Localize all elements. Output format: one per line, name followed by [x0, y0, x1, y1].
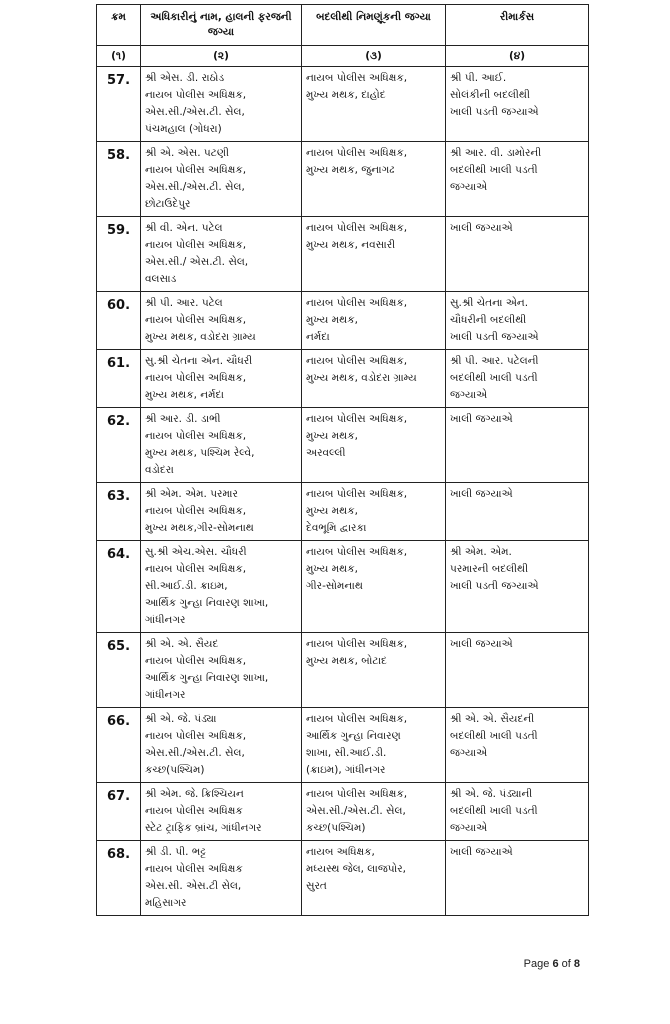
posting-cell	[302, 350, 446, 408]
posting-cell	[302, 408, 446, 483]
officer-line: શ્રી આર. ડી. ડાભી	[145, 413, 221, 425]
posting-line: અરવલ્લી	[306, 447, 346, 459]
remarks-line: બદલીથી ખાલી પડતી	[450, 805, 538, 817]
posting-line: મુખ્ય મથક,	[306, 563, 358, 575]
posting-line: નર્મદા	[306, 331, 330, 343]
table-row	[97, 67, 589, 142]
remarks-line: શ્રી પી. આર. પટેલની	[450, 355, 539, 367]
remarks-line: ખાલી જગ્યાએ	[450, 846, 513, 858]
posting-cell	[302, 633, 446, 708]
posting-cell	[302, 841, 446, 916]
officer-line: કચ્છ(પશ્ચિમ)	[145, 764, 205, 776]
officer-line: નાયબ પોલીસ અધિક્ષક,	[145, 730, 247, 742]
officer-line: શ્રી પી. આર. પટેલ	[145, 297, 223, 309]
of-word: of	[561, 958, 571, 970]
officer-line: શ્રી એસ. ડી. રાઠોડ	[145, 72, 225, 84]
serial-number: 66.	[97, 708, 141, 783]
officer-line: શ્રી એ. જે. પંડ્યા	[145, 713, 217, 725]
page-total: 8	[573, 958, 580, 970]
table-row	[97, 841, 589, 916]
officer-line: સી.આઈ.ડી. ક્રાઇમ,	[145, 580, 228, 592]
header-serial: ક્રમ	[97, 5, 141, 46]
remarks-cell	[446, 633, 589, 708]
posting-line: નાયબ પોલીસ અધિક્ષક,	[306, 413, 408, 425]
remarks-cell	[446, 708, 589, 783]
remarks-line: જગ્યાએ	[450, 822, 488, 834]
header-officer: અધિકારીનું નામ, હાલની ફરજની જગ્યા	[141, 5, 302, 46]
officer-line: નાયબ પોલીસ અધિક્ષક,	[145, 239, 247, 251]
header-posting: બદલીથી નિમણૂંકની જગ્યા	[302, 5, 446, 46]
table-row	[97, 708, 589, 783]
remarks-cell	[446, 841, 589, 916]
officer-line: નાયબ પોલીસ અધિક્ષક,	[145, 563, 247, 575]
officer-line: વડોદરા	[145, 464, 174, 476]
posting-line: મધ્યસ્થ જેલ, લાજપોર,	[306, 863, 406, 875]
remarks-line: ખાલી પડતી જગ્યાએ	[450, 580, 539, 592]
posting-line: દેવભૂમિ દ્વારકા	[306, 522, 367, 534]
officer-line: ગાંધીનગર	[145, 689, 186, 701]
remarks-line: શ્રી એમ. એમ.	[450, 546, 512, 558]
serial-number: 58.	[97, 142, 141, 217]
remarks-line: પરમારની બદલીથી	[450, 563, 529, 575]
officer-line: મુખ્ય મથક,ગીર-સોમનાથ	[145, 522, 254, 534]
posting-line: નાયબ પોલીસ અધિક્ષક,	[306, 788, 408, 800]
remarks-cell	[446, 483, 589, 541]
posting-line: નાયબ અધિક્ષક,	[306, 846, 375, 858]
posting-line: કચ્છ(પશ્ચિમ)	[306, 822, 366, 834]
officer-cell	[141, 633, 302, 708]
posting-line: મુખ્ય મથક, નવસારી	[306, 239, 396, 251]
table-row	[97, 633, 589, 708]
remarks-line: ખાલી પડતી જગ્યાએ	[450, 331, 539, 343]
col-number: (૨)	[141, 46, 302, 67]
posting-cell	[302, 541, 446, 633]
remarks-line: ખાલી જગ્યાએ	[450, 222, 513, 234]
posting-cell	[302, 142, 446, 217]
serial-number: 68.	[97, 841, 141, 916]
officer-line: શ્રી એ. એ. સૈયદ	[145, 638, 219, 650]
officer-line: શ્રી એમ. એમ. પરમાર	[145, 488, 238, 500]
officer-line: મુખ્ય મથક, પશ્ચિમ રેલ્વે,	[145, 447, 255, 459]
remarks-line: શ્રી આર. વી. ડામોરની	[450, 147, 542, 159]
officer-line: મુખ્ય મથક, વડોદરા ગ્રામ્ય	[145, 331, 256, 343]
header-remarks: રીમાર્કસ	[446, 5, 589, 46]
serial-number: 63.	[97, 483, 141, 541]
remarks-line: ખાલી પડતી જગ્યાએ	[450, 106, 539, 118]
officer-line: મુખ્ય મથક, નર્મદા	[145, 389, 224, 401]
header-row	[97, 5, 589, 46]
officer-cell	[141, 67, 302, 142]
posting-cell	[302, 217, 446, 292]
posting-line: મુખ્ય મથક, દાહોદ	[306, 89, 386, 101]
remarks-line: ચૌધરીની બદલીથી	[450, 314, 527, 326]
officer-cell	[141, 142, 302, 217]
officer-line: પંચમહાલ (ગોધરા)	[145, 123, 222, 135]
officer-cell	[141, 350, 302, 408]
posting-line: નાયબ પોલીસ અધિક્ષક,	[306, 222, 408, 234]
posting-line: નાયબ પોલીસ અધિક્ષક,	[306, 355, 408, 367]
officer-line: સુ.શ્રી ચેતના એન. ચૌધરી	[145, 355, 253, 367]
column-number-row	[97, 46, 589, 67]
remarks-line: ખાલી જગ્યાએ	[450, 413, 513, 425]
posting-cell	[302, 292, 446, 350]
table-row	[97, 783, 589, 841]
remarks-line: સોલંકીની બદલીથી	[450, 89, 530, 101]
officer-line: એસ.સી./એસ.ટી. સેલ,	[145, 181, 245, 193]
page-word: Page	[523, 958, 550, 970]
table-row	[97, 142, 589, 217]
remarks-cell	[446, 142, 589, 217]
remarks-line: જગ્યાએ	[450, 389, 488, 401]
serial-number: 67.	[97, 783, 141, 841]
table-row	[97, 292, 589, 350]
remarks-cell	[446, 783, 589, 841]
posting-line: ગીર-સોમનાથ	[306, 580, 363, 592]
col-number: (૧)	[97, 46, 141, 67]
posting-line: મુખ્ય મથક,	[306, 314, 358, 326]
posting-line: મુખ્ય મથક, વડોદરા ગ્રામ્ય	[306, 372, 417, 384]
posting-line: નાયબ પોલીસ અધિક્ષક,	[306, 147, 408, 159]
remarks-line: શ્રી એ. એ. સૈયદની	[450, 713, 535, 725]
officer-line: નાયબ પોલીસ અધિક્ષક,	[145, 314, 247, 326]
remarks-cell	[446, 541, 589, 633]
remarks-line: જગ્યાએ	[450, 747, 488, 759]
remarks-line: બદલીથી ખાલી પડતી	[450, 164, 538, 176]
col-number: (૩)	[302, 46, 446, 67]
posting-line: એસ.સી./એસ.ટી. સેલ,	[306, 805, 406, 817]
posting-line: મુખ્ય મથક, બોટાદ	[306, 655, 387, 667]
officer-line: આર્થિક ગુન્હા નિવારણ શાખા,	[145, 672, 269, 684]
officer-cell	[141, 708, 302, 783]
posting-line: (ક્રાઇમ), ગાંધીનગર	[306, 764, 386, 776]
serial-number: 64.	[97, 541, 141, 633]
officer-line: નાયબ પોલીસ અધિક્ષક,	[145, 430, 247, 442]
remarks-line: ખાલી જગ્યાએ	[450, 638, 513, 650]
remarks-line: સુ.શ્રી ચેતના એન.	[450, 297, 529, 309]
posting-cell	[302, 783, 446, 841]
officer-line: શ્રી વી. એન. પટેલ	[145, 222, 223, 234]
serial-number: 61.	[97, 350, 141, 408]
officer-line: છોટાઉદેપુર	[145, 198, 191, 210]
posting-cell	[302, 708, 446, 783]
remarks-cell	[446, 217, 589, 292]
officer-line: નાયબ પોલીસ અધિક્ષક,	[145, 164, 247, 176]
remarks-line: બદલીથી ખાલી પડતી	[450, 372, 538, 384]
officer-cell	[141, 217, 302, 292]
officer-cell	[141, 292, 302, 350]
officer-line: આર્થિક ગુન્હા નિવારણ શાખા,	[145, 597, 269, 609]
officer-line: શ્રી એ. એસ. પટણી	[145, 147, 229, 159]
remarks-cell	[446, 292, 589, 350]
posting-line: નાયબ પોલીસ અધિક્ષક,	[306, 72, 408, 84]
remarks-line: જગ્યાએ	[450, 181, 488, 193]
officer-cell	[141, 483, 302, 541]
officer-cell	[141, 783, 302, 841]
remarks-cell	[446, 350, 589, 408]
officer-line: એસ.સી./એસ.ટી. સેલ,	[145, 747, 245, 759]
table-row	[97, 483, 589, 541]
officer-line: ગાંધીનગર	[145, 614, 186, 626]
remarks-cell	[446, 408, 589, 483]
posting-line: સુરત	[306, 880, 327, 892]
posting-line: શાખા, સી.આઈ.ડી.	[306, 747, 387, 759]
officer-cell	[141, 841, 302, 916]
serial-number: 60.	[97, 292, 141, 350]
officer-line: મહિસાગર	[145, 897, 187, 909]
remarks-line: ખાલી જગ્યાએ	[450, 488, 513, 500]
table-row	[97, 350, 589, 408]
col-number: (૪)	[446, 46, 589, 67]
serial-number: 65.	[97, 633, 141, 708]
officer-line: નાયબ પોલીસ અધિક્ષક,	[145, 372, 247, 384]
remarks-line: બદલીથી ખાલી પડતી	[450, 730, 538, 742]
posting-line: નાયબ પોલીસ અધિક્ષક,	[306, 638, 408, 650]
officer-cell	[141, 541, 302, 633]
remarks-line: શ્રી એ. જે. પંડ્યાની	[450, 788, 533, 800]
remarks-line: શ્રી પી. આઈ.	[450, 72, 507, 84]
remarks-cell	[446, 67, 589, 142]
page-footer	[524, 958, 580, 970]
serial-number: 57.	[97, 67, 141, 142]
posting-cell	[302, 67, 446, 142]
officer-line: નાયબ પોલીસ અધિક્ષક	[145, 805, 243, 817]
serial-number: 62.	[97, 408, 141, 483]
officer-line: નાયબ પોલીસ અધિક્ષક,	[145, 505, 247, 517]
posting-line: નાયબ પોલીસ અધિક્ષક,	[306, 488, 408, 500]
officer-line: નાયબ પોલીસ અધિક્ષક,	[145, 89, 247, 101]
page-number: 6	[552, 958, 559, 970]
officer-line: નાયબ પોલીસ અધિક્ષક,	[145, 655, 247, 667]
officer-line: સુ.શ્રી એચ.એસ. ચૌધરી	[145, 546, 247, 558]
posting-line: મુખ્ય મથક,	[306, 505, 358, 517]
table-row	[97, 217, 589, 292]
posting-line: મુખ્ય મથક,	[306, 430, 358, 442]
officer-line: એસ.સી./ એસ.ટી. સેલ,	[145, 256, 249, 268]
officer-line: એસ.સી./એસ.ટી. સેલ,	[145, 106, 245, 118]
posting-line: નાયબ પોલીસ અધિક્ષક,	[306, 297, 408, 309]
posting-line: નાયબ પોલીસ અધિક્ષક,	[306, 713, 408, 725]
officer-line: એસ.સી. એસ.ટી સેલ,	[145, 880, 242, 892]
posting-cell	[302, 483, 446, 541]
table-row	[97, 541, 589, 633]
officer-line: શ્રી એમ. જે. ક્રિશ્ચિયન	[145, 788, 244, 800]
officer-line: શ્રી ડી. પી. ભટ્ટ	[145, 846, 206, 858]
table-body	[97, 67, 589, 916]
posting-line: મુખ્ય મથક, જુનાગઢ	[306, 164, 395, 176]
posting-line: આર્થિક ગુન્હા નિવારણ	[306, 730, 401, 742]
table-row	[97, 408, 589, 483]
officer-line: નાયબ પોલીસ અધિક્ષક	[145, 863, 243, 875]
posting-line: નાયબ પોલીસ અધિક્ષક,	[306, 546, 408, 558]
officer-cell	[141, 408, 302, 483]
officer-line: સ્ટેટ ટ્રાફિક બ્રાંચ, ગાંધીનગર	[145, 822, 262, 834]
transfer-orders-table	[96, 4, 589, 916]
officer-line: વલસાડ	[145, 273, 177, 285]
serial-number: 59.	[97, 217, 141, 292]
